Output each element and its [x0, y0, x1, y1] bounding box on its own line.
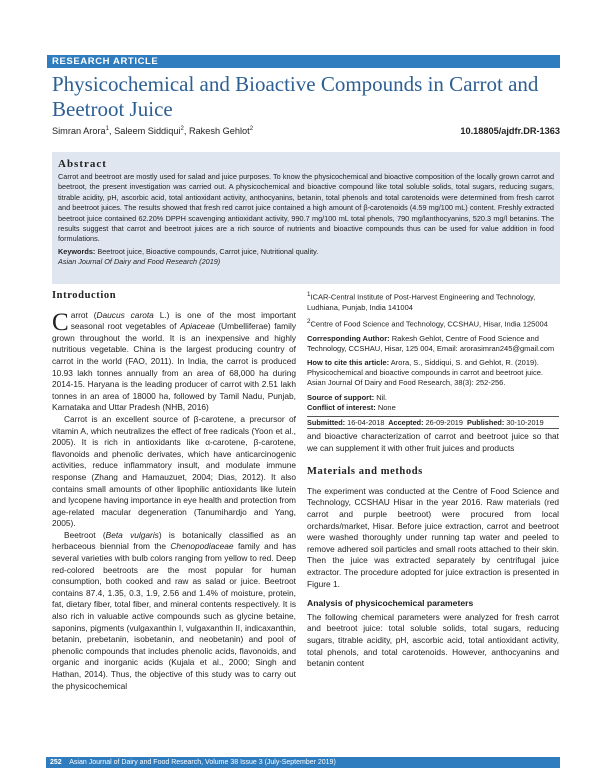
- keywords-line: [58, 247, 554, 257]
- corresponding-author: Corresponding Author: Rakesh Gehlot, Centre of Food Science and Technology, CCSHAU, Hisar, 125 004, Email: arorasimran245@gmail.com: [307, 333, 555, 353]
- footer-journal-info: Asian Journal of Dairy and Food Research, Volume 38 Issue 3 (July-September 2019): [69, 759, 336, 766]
- doi-link[interactable]: 10.18805/ajdfr.DR-1363: [460, 126, 560, 136]
- keywords-label: Keywords:: [58, 246, 96, 256]
- author-list: Simran Arora$^1$, Saleem Siddiqui$^2$, Rakesh Gehlot$^2$: [52, 126, 254, 137]
- methods-paragraph: The experiment was conducted at the Centre of Food Science and Technology, CCSHAU Hisar in the year 2016. Raw materials (red carrot and purple beetroot) were procured from local orchards/market, Hisar. Before juice extraction, carrot and beetroot were washed thoroughly under running tap water and peeled to remove adhered soil particles and small roots attached to their skin. Then the juice was extracted separately by centrifugal juice extractor. The procedure adopted for juice extraction is presented in Figure 1.: [307, 485, 559, 589]
- affiliation-2: $^2$Centre of Food Science and Technology, CCSHAU, Hisar, India 125004: [307, 317, 548, 329]
- abstract-text: Carrot and beetroot are mostly used for salad and juice purposes. To know the physicochemical and bioactive composition of the locally grown carrot and beetroot, the present investigation was carried out. A physicochemical and bioactive compound like total soluble solids, total sugars, reducing sugars, titrable acidity, pH, ascorbic acid, total antioxidant activity, anthocyanins, betanin, total phenols and total carotenoids were determined from fresh carrot and beetroot juices. The results showed that fresh red carrot juice contained a high amount of β-carotenoids (4.59 mg/100 mL) content. Freshly extracted beetroot juice contained 62.20% DPPH scavenging antioxidant activity, 990.7 mg/100 mL total phenols, 790 mg/lanthocyanins, 520.3 mg/l betanins. The results suggest that carrot and beetroot juices are a rich source of nutrients and bioactive compounds thus can be used for value addition in food formulations.: [58, 172, 554, 244]
- left-column: [52, 290, 296, 692]
- page-number: 252: [50, 759, 62, 766]
- right-column: [307, 290, 559, 670]
- author-name[interactable]: Rakesh Gehlot: [188, 126, 250, 137]
- introduction-heading: Introduction: [52, 290, 117, 301]
- analysis-subheading: Analysis of physicochemical parameters: [307, 598, 474, 609]
- keywords-text: Beetroot juice, Bioactive compounds, Carrot juice, Nutritional quality.: [97, 246, 319, 256]
- author-name[interactable]: Saleem Siddiqui: [114, 126, 181, 137]
- affiliations-block: [307, 290, 559, 429]
- methods-heading: Materials and methods: [307, 466, 423, 478]
- intro-paragraph-1: Carrot (Daucus carota L.) is one of the most important seasonal root vegetables of Apiaceae (Umbelliferae) family grown throughout the world. It is an inexpensive and highly nutritious vegetable. China is the largest producing country of carrot in the world (FAO, 2011). In India, the carrot is produced 10.93 lakh tonnes annually from an area of 68,000 ha during 2014-15. Haryana is the leading producer of carrot with 2.51 lakh tonnes in an area of 18000 ha, followed by Tamil Nadu, Punjab, Karnataka and Uttar Pradesh (NHB, 2016): [52, 308, 296, 413]
- intro-paragraph-2: Carrot is an excellent source of β-carotene, a precursor of vitamin A, which neutralizes the effect of free radicals (Yoon et al., 2005). It is rich in antioxidants like α-carotene, β-carotene, flavonoids and phenolic derivates, which have anticarcinogenic activities, reduce inflammatory insult, and modulate immune response (Zhang and Hamauzuet, 2004; Dias, 2012). It also contains small amounts of other lipophilic antioxidants like lutein and lycopene having importance in eye health and protection from age-related macular degeneration (Tanumihardjo and Yang, 2005).: [52, 413, 296, 529]
- publication-dates: Submitted: 16-04-2018 Accepted: 26-09-2019 Published: 30-10-2019: [307, 416, 559, 429]
- journal-line: Asian Journal Of Dairy and Food Research (2019): [58, 257, 221, 267]
- affiliation-1: $^1$ICAR-Central Institute of Post-Harvest Engineering and Technology, Ludhiana, Punjab, India 141004: [307, 291, 536, 312]
- source-of-support: Source of support: Nil.: [307, 392, 388, 402]
- citation-info: How to cite this article: Arora, S., Siddiqui, S. and Gehlot, R. (2019). Physicochemical and bioactive compounds in carrot and beetroot juice. Asian Journal Of Dairy and Food Research, 38(3): 252-256.: [307, 358, 543, 388]
- conflict-of-interest: Conflict of interest: None: [307, 402, 396, 412]
- article-type-banner: [47, 55, 560, 68]
- article-type-label: RESEARCH ARTICLE: [52, 56, 159, 67]
- author-name[interactable]: Simran Arora: [52, 126, 106, 137]
- article-title: Physicochemical and Bioactive Compounds in Carrot and Beetroot Juice: [52, 72, 539, 121]
- continued-paragraph: and bioactive characterization of carrot and beetroot juice so that we can supplement it with other fruit juices and products: [307, 431, 559, 453]
- abstract-box: [52, 152, 560, 284]
- drop-cap: C: [52, 308, 69, 336]
- abstract-heading: Abstract: [58, 158, 107, 170]
- page-footer: [46, 757, 560, 768]
- intro-paragraph-3: Beetroot (Beta vulgaris) is botanically classified as an herbaceous biennial from the Chenopodiaceae family and has several varieties with bulb colors ranging from yellow to red. Deep red-colored beetroots are the most popular for human consumption, both cooked and raw as salad or juice. Beetroot contains 87.4, 1.35, 0.3, 1.9, 2.56 and 1.4% of moisture, protein, fat, dietary fiber, total fiber, and mineral contents respectively. It is also rich in valuable active compounds such as glycine betaine, saponins, pigments (vulgaxanthin I, vulgaxanthin II, indicaxanthin, betanin, prebetanin, isobetanin, and neobetanin) and pool of phenolic compounds that includes phenolic acids, flavonoids, and organic and inorganic acids (Kujala et al., 2000; Singh and Hathan, 2014). Thus, the objective of this study was to carry out the physicochemical: [52, 529, 296, 691]
- analysis-paragraph: The following chemical parameters were analyzed for fresh carrot and beetroot juice: total soluble solids, total sugars, reducing sugars, titrable acidity, pH, ascorbic acid, total antioxidant activity, total phenols, and total carotenoids. However, anthocyanins and betanin content: [307, 611, 559, 669]
